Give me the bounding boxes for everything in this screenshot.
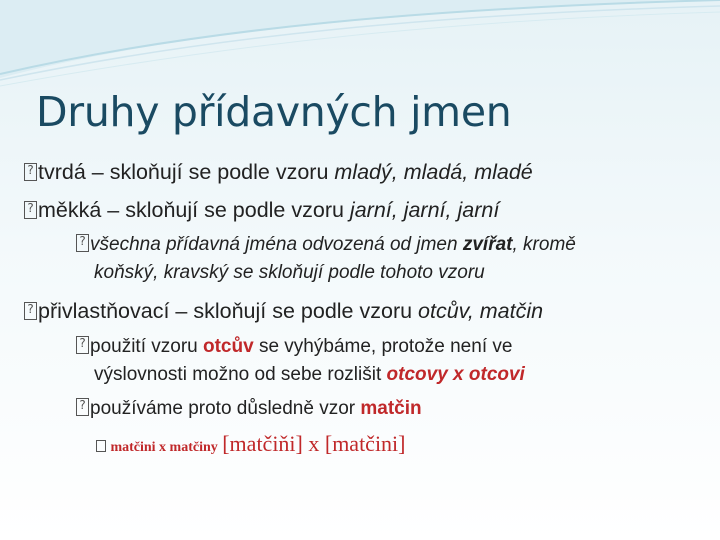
sub-bullet-animals-line2: koňský, kravský se skloňují podle tohoto vzoru [94,262,485,283]
bullet-icon [76,234,89,252]
bullet-icon [76,398,89,416]
sub-bullet-matcin: ?používáme proto důsledně vzor matčin [76,398,422,420]
sub-sub-bullet-pronunciation: matčini x matčiny [matčiňi] x [matčini] [96,431,406,457]
bullet-icon [96,440,106,452]
bullet-soft: ?měkká – skloňují se podle vzoru jarní, jarní, jarní [24,198,499,223]
sub-bullet-otcuv-line2: výslovnosti možno od sebe rozlišit otcovy x otcovi [94,364,525,385]
slide-title: Druhy přídavných jmen [36,88,512,136]
bullet-icon [76,336,89,354]
bullet-icon [24,201,37,219]
sub-bullet-otcuv: ?použití vzoru otcův se vyhýbáme, protože není ve [76,336,512,358]
bullet-icon [24,302,37,320]
bullet-possessive: ?přivlastňovací – skloňují se podle vzoru otcův, matčin [24,299,543,324]
bullet-icon [24,163,37,181]
decorative-swoosh [0,0,720,100]
bullet-hard: ?tvrdá – skloňují se podle vzoru mladý, mladá, mladé [24,160,533,185]
sub-bullet-animals: ?všechna přídavná jména odvozená od jmen zvířat, kromě [76,234,576,256]
